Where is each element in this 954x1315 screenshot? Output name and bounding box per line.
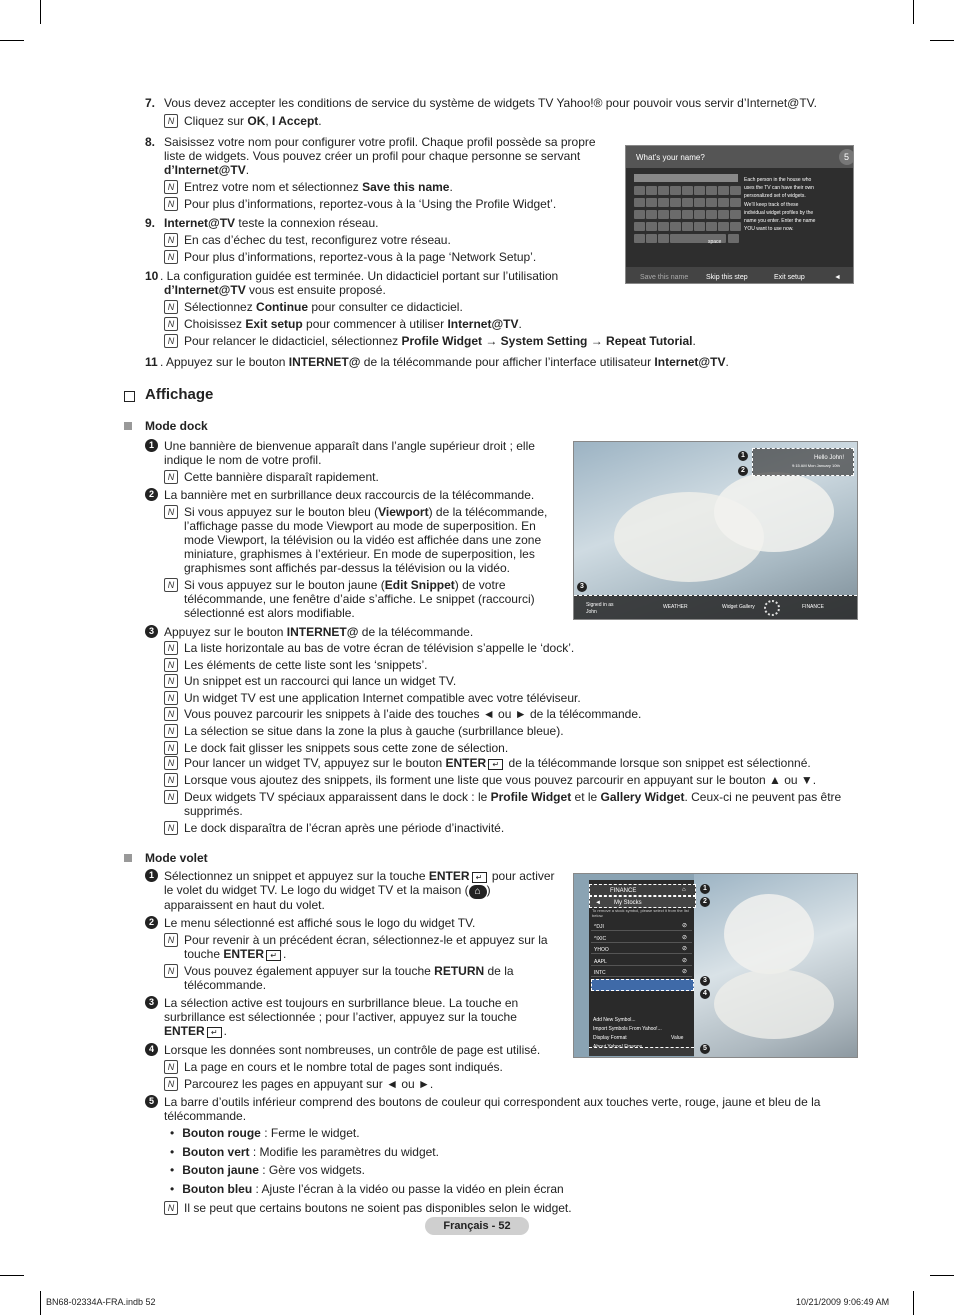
note-text: Parcourez les pages en appuyant sur ◄ ou ►.	[184, 1077, 434, 1091]
note-icon: N	[164, 707, 178, 721]
callout-number: 3	[145, 625, 158, 638]
finance-snippet[interactable]: FINANCE	[802, 604, 824, 610]
bullet-item	[170, 1126, 360, 1140]
file-name: BN68-02334A-FRA.indb 52	[46, 1297, 156, 1307]
remove-icon[interactable]: ⊘	[682, 957, 688, 964]
keyboard-key[interactable]	[646, 198, 657, 207]
note-text: Pour plus d’informations, reportez-vous à la page ‘Network Setup’.	[184, 250, 537, 264]
note-text: Pour lancer un widget TV, appuyez sur le bouton ENTER ↵ de la télécommande lorsque son snippet est sélectionné.	[184, 756, 811, 770]
note-text: Vous pouvez parcourir les snippets à l’aide des touches ◄ ou ► de la télécommande.	[184, 707, 642, 722]
note-icon: N	[164, 114, 178, 128]
item-text: Lorsque les données sont nombreuses, un contrôle de page est utilisé.	[164, 1043, 541, 1057]
keyboard-key[interactable]	[706, 222, 717, 231]
exit-setup-button[interactable]: Exit setup	[774, 274, 805, 281]
keyboard-key[interactable]	[658, 198, 669, 207]
help-line: uses the TV can have their own	[744, 185, 814, 192]
keyboard-key[interactable]	[682, 186, 693, 195]
screen-title: What’s your name?	[636, 153, 705, 162]
remove-icon[interactable]: ⊘	[682, 969, 688, 975]
keyboard-key[interactable]	[718, 198, 729, 207]
crop-mark	[913, 1291, 914, 1315]
bullet-dot: •	[170, 1163, 175, 1177]
crop-mark	[40, 1291, 41, 1315]
keyboard-key[interactable]	[718, 210, 729, 219]
callout-number: 5	[145, 1095, 158, 1108]
note-text: touche ENTER ↵ .	[184, 947, 287, 961]
home-icon[interactable]: ⌂	[682, 887, 686, 893]
finance-widget-screenshot	[573, 873, 858, 1058]
subsection-title: Mode volet	[145, 851, 208, 865]
signed-in-label: Signed in as	[586, 602, 614, 608]
keyboard-key[interactable]	[634, 210, 645, 219]
item-text: Une bannière de bienvenue apparaît dans l’angle supérieur droit ; elle	[164, 439, 535, 453]
keyboard-key[interactable]	[682, 222, 693, 231]
enter-icon: ↵	[266, 950, 281, 961]
note-text: Sélectionnez Continue pour consulter ce didacticiel.	[184, 300, 463, 314]
callout-number: 3	[145, 996, 158, 1009]
crop-mark	[40, 0, 41, 24]
note-icon: N	[164, 300, 178, 314]
note-icon: N	[164, 724, 178, 738]
keyboard-key[interactable]	[718, 222, 729, 231]
help-line: We’ll keep track of these	[744, 201, 799, 208]
bullet-item	[170, 1145, 439, 1159]
keyboard-key[interactable]	[670, 210, 681, 219]
page-number: Français - 52	[425, 1217, 529, 1235]
bullet-text: : Gère vos widgets.	[258, 1163, 365, 1177]
note-icon: N	[164, 964, 178, 978]
note-text: Les éléments de cette liste sont les ‘snippets’.	[184, 657, 428, 672]
keyboard-key[interactable]	[658, 222, 669, 231]
row-divider	[591, 953, 692, 954]
keyboard-key[interactable]	[730, 222, 741, 231]
menu-item[interactable]: Import Symbols From Yahoo!...	[593, 1026, 662, 1032]
stock-symbol[interactable]: AAPL	[594, 958, 607, 965]
item-text: Sélectionnez un snippet et appuyez sur la touche ENTER ↵ pour activer	[164, 869, 555, 883]
item-text: La sélection active est toujours en surbrillance bleue. La touche en	[164, 996, 519, 1010]
stock-symbol[interactable]: ^DJI	[594, 924, 604, 930]
note-icon: N	[164, 773, 178, 787]
crop-mark	[930, 1275, 954, 1276]
help-line: personalized set of widgets.	[744, 193, 806, 200]
print-date: 10/21/2009 9:06:49 AM	[796, 1297, 890, 1307]
help-line: individual widget profiles by the	[744, 209, 814, 216]
note-icon: N	[164, 233, 178, 247]
callout-number: 2	[145, 916, 158, 929]
bullet-dot: •	[170, 1145, 175, 1159]
note-icon: N	[164, 756, 178, 770]
note-icon: N	[164, 197, 178, 211]
callout-2: 2	[700, 897, 710, 907]
note-text: supprimés.	[184, 804, 243, 818]
note-icon: N	[164, 470, 178, 484]
item-text: indique le nom de votre profil.	[164, 453, 322, 467]
keyboard-key[interactable]	[646, 234, 657, 243]
callout-number: 2	[145, 488, 158, 501]
item-text: le volet du widget TV. Le logo du widget TV et la maison ( ⌂ )	[164, 883, 491, 897]
note-text: Cette bannière disparaît rapidement.	[184, 470, 379, 484]
keyboard-key[interactable]	[634, 198, 645, 207]
note-text: Pour plus d’informations, reportez-vous à la ‘Using the Profile Widget’.	[184, 197, 557, 211]
step-text: Internet@TV teste la connexion réseau.	[164, 216, 379, 230]
note-text: La liste horizontale au bas de votre écran de télévision s’appelle le ‘dock’.	[184, 641, 575, 655]
keyboard-key[interactable]	[670, 198, 681, 207]
keyboard-key[interactable]	[634, 222, 645, 231]
arrow-left-icon[interactable]: ◄	[595, 900, 601, 906]
menu-item[interactable]: Add New Symbol...	[593, 1017, 636, 1023]
note-icon: N	[164, 317, 178, 331]
item-text: Appuyez sur le bouton INTERNET@ de la télécommande.	[164, 625, 474, 639]
date-text: 9:15 AM Mon January 10th	[792, 463, 840, 468]
value-label: Value	[671, 1035, 684, 1041]
user-name: John	[586, 609, 597, 615]
keyboard-key[interactable]	[694, 222, 705, 231]
bear-shape	[714, 969, 834, 1039]
help-line: Each person in the house who	[744, 177, 812, 183]
callout-1: 1	[700, 884, 710, 894]
note-text: miniature, graphismes à l’extérieur. En mode de superposition, les	[184, 547, 535, 561]
stock-symbol[interactable]: INTC	[594, 970, 606, 976]
save-this-name-button[interactable]: Save this name	[640, 274, 689, 281]
finance-logo: FINANCE	[610, 888, 637, 894]
item-text: La bannière met en surbrillance deux raccourcis de la télécommande.	[164, 488, 535, 502]
crop-mark	[0, 40, 24, 41]
note-icon: N	[164, 1077, 178, 1091]
step-text: d’Internet@TV vous est ensuite proposé.	[164, 283, 386, 297]
item-text: apparaissent en haut du volet.	[164, 898, 325, 912]
bullet-label: Bouton jaune	[182, 1163, 259, 1177]
note-icon: N	[164, 790, 178, 804]
arrow-left-icon: ◄	[834, 274, 841, 281]
my-stocks-menu[interactable]: My Stocks	[614, 900, 642, 906]
keyboard-key[interactable]	[706, 198, 717, 207]
note-text: l’affichage passe du mode Viewport au mode de superposition. En	[184, 519, 536, 533]
note-icon: N	[164, 674, 178, 688]
keyboard-key[interactable]	[646, 222, 657, 231]
callout-2: 2	[738, 466, 748, 476]
keyboard-key[interactable]	[658, 234, 669, 243]
bear-shape	[714, 472, 834, 552]
note-icon: N	[164, 821, 178, 835]
widget-logo-bar	[589, 884, 696, 896]
callout-1: 1	[738, 451, 748, 461]
keyboard-key[interactable]	[694, 210, 705, 219]
note-icon: N	[164, 578, 178, 592]
note-icon: N	[164, 658, 178, 672]
bullet-text: : Modifie les paramètres du widget.	[249, 1145, 439, 1159]
callout-number: 4	[145, 1043, 158, 1056]
callout-5: 5	[700, 1044, 710, 1054]
keyboard-key[interactable]	[634, 234, 645, 243]
keyboard-key[interactable]	[634, 186, 645, 195]
keyboard-key[interactable]	[706, 186, 717, 195]
callout-number: 1	[145, 869, 158, 882]
note-text: Si vous appuyez sur le bouton jaune (Edit Snippet) de votre	[184, 578, 506, 592]
row-divider	[591, 965, 692, 966]
menu-item[interactable]: Display Format	[593, 1035, 627, 1041]
space-key[interactable]: space	[708, 239, 722, 245]
note-icon: N	[164, 334, 178, 348]
step-number: 8.	[145, 135, 156, 149]
note-text: graphismes sont affichés par-dessus la télévision ou la vidéo.	[184, 561, 510, 575]
bear-shape	[724, 894, 814, 974]
dock-screenshot	[573, 441, 858, 620]
subsection-title: Mode dock	[145, 419, 208, 433]
note-text: La sélection se situe dans la zone la plus à gauche (surbrillance bleue).	[184, 724, 564, 738]
checkbox-icon	[124, 391, 135, 402]
note-text: Un widget TV est une application Internet compatible avec votre téléviseur.	[184, 690, 581, 705]
keyboard-key[interactable]	[730, 186, 741, 195]
bullet-dot: •	[170, 1126, 175, 1140]
note-text: Vous pouvez également appuyer sur la touche RETURN de la	[184, 964, 514, 978]
keyboard-key[interactable]	[658, 186, 669, 195]
keyboard-key[interactable]	[658, 210, 669, 219]
bullet-label: Bouton vert	[182, 1145, 250, 1159]
note-text: La page en cours et le nombre total de pages sont indiqués.	[184, 1060, 503, 1074]
bottom-toolbar	[589, 1047, 694, 1056]
bullet-dot: •	[170, 1182, 175, 1196]
delete-key[interactable]	[728, 234, 739, 243]
stock-symbol[interactable]: YHOO	[594, 947, 609, 953]
note-text: Si vous appuyez sur le bouton bleu (Viewport) de la télécommande,	[184, 505, 548, 519]
crop-mark	[913, 0, 914, 24]
enter-icon: ↵	[207, 1027, 222, 1038]
section-title: Affichage	[145, 386, 214, 403]
skip-step-button[interactable]: Skip this step	[706, 274, 748, 281]
note-text: Pour relancer le didacticiel, sélectionnez Profile Widget → System Setting → Repeat Tutorial.	[184, 334, 696, 348]
note-text: Lorsque vous ajoutez des snippets, ils forment une liste que vous pouvez parcourir en appuyant sur le bouton ▲ ou ▼.	[184, 773, 817, 787]
keyboard-key[interactable]	[670, 186, 681, 195]
keyboard-key[interactable]	[730, 210, 741, 219]
enter-icon: ↵	[488, 759, 503, 770]
hint-text: To remove a stock symbol, please select it from the list below.	[592, 908, 689, 918]
note-text: télécommande, une fenêtre d’aide s’affiche. Le snippet (raccourci)	[184, 592, 535, 606]
step-number: 11	[145, 355, 158, 369]
bullet-item	[170, 1163, 365, 1177]
bullet-label: Bouton bleu	[182, 1182, 253, 1196]
note-text: mode Viewport, la télévision ou la vidéo est affichée dans une zone	[184, 533, 542, 547]
remove-icon[interactable]: ⊘	[682, 946, 688, 952]
bullet-item	[170, 1182, 564, 1196]
row-divider	[591, 930, 692, 931]
keyboard-key[interactable]	[646, 210, 657, 219]
note-text: Le dock fait glisser les snippets sous cette zone de sélection.	[184, 740, 509, 755]
step-number: 9.	[145, 216, 156, 230]
note-text: télécommande.	[184, 978, 267, 992]
note-icon: N	[164, 933, 178, 947]
menu-bar	[589, 896, 696, 908]
bullet-square-icon	[124, 422, 132, 430]
keyboard-key[interactable]	[682, 198, 693, 207]
keyboard-key[interactable]	[682, 210, 693, 219]
keyboard-key[interactable]	[730, 198, 741, 207]
note-text: Cliquez sur OK, I Accept.	[184, 114, 322, 128]
note-text: Il se peut que certains boutons ne soient pas disponibles selon le widget.	[184, 1201, 572, 1215]
item-text: télécommande.	[164, 1109, 247, 1123]
help-line: name you enter. Enter the name	[744, 218, 816, 224]
note-icon: N	[164, 641, 178, 655]
note-icon: N	[164, 691, 178, 705]
callout-4: 4	[700, 989, 710, 999]
remove-icon[interactable]: ⊘	[682, 923, 688, 929]
keyboard-key[interactable]	[646, 186, 657, 195]
step-number: 10	[145, 269, 159, 283]
stock-symbol[interactable]: ^IXIC	[594, 935, 607, 942]
enter-icon: ↵	[472, 872, 487, 883]
note-text: sélectionné est alors modifiable.	[184, 606, 355, 620]
note-text: En cas d’échec du test, reconfigurez votre réseau.	[184, 233, 451, 247]
note-text: Entrez votre nom et sélectionnez Save this name.	[184, 180, 453, 194]
callout-3: 3	[577, 582, 587, 592]
step-text: Saisissez votre nom pour configurer votre profil. Chaque profil possède sa propre	[164, 135, 596, 149]
step-number: 5	[844, 152, 850, 162]
keyboard-key[interactable]	[670, 222, 681, 231]
note-text: Un snippet est un raccourci qui lance un widget TV.	[184, 674, 457, 689]
row-divider	[591, 942, 692, 943]
keyboard-key[interactable]	[706, 210, 717, 219]
note-text: Le dock disparaîtra de l’écran après une période d’inactivité.	[184, 821, 505, 835]
note-icon: N	[164, 250, 178, 264]
crop-mark	[930, 40, 954, 41]
keyboard-key[interactable]	[694, 186, 705, 195]
step-text: d’Internet@TV.	[164, 163, 250, 177]
item-text: Le menu sélectionné est affiché sous le logo du widget TV.	[164, 916, 476, 930]
note-text: Deux widgets TV spéciaux apparaissent dans le dock : le Profile Widget et le Gallery Widget. Ceux-ci ne peuvent pas être	[184, 790, 842, 804]
step-text: Vous devez accepter les conditions de service du système de widgets TV Yahoo!® pour pouvoir vous servir d’Internet@TV.	[164, 96, 817, 110]
widget-gallery-snippet[interactable]: Widget Gallery	[722, 604, 755, 610]
item-text: La barre d’outils inférieur comprend des boutons de couleur qui correspondent aux touches verte, rouge, jaune et bleu de la	[164, 1095, 821, 1109]
step-text: . La configuration guidée est terminée. Un didacticiel portant sur l’utilisation	[160, 269, 559, 283]
note-icon: N	[164, 180, 178, 194]
help-line: YOU want to use now.	[744, 226, 794, 233]
home-icon: ⌂	[469, 885, 487, 899]
step-text: . Appuyez sur le bouton INTERNET@ de la télécommande pour afficher l’interface utilisateur Internet@TV.	[160, 355, 729, 369]
keyboard-key[interactable]	[718, 186, 729, 195]
name-input[interactable]	[634, 174, 738, 182]
name-entry-screenshot	[625, 145, 854, 284]
item-text: surbrillance est sélectionnée ; pour l’activer, appuyez sur la touche	[164, 1010, 517, 1024]
bullet-text: : Ajuste l’écran à la vidéo ou passe la vidéo en plein écran	[252, 1182, 564, 1196]
note-icon: N	[164, 741, 178, 755]
weather-snippet[interactable]: WEATHER	[663, 604, 688, 610]
note-icon: N	[164, 505, 178, 519]
step-text: liste de widgets. Vous pouvez créer un profil pour chaque personne se servant	[164, 149, 581, 163]
remove-icon[interactable]: ⊘	[682, 934, 688, 941]
bullet-square-icon	[124, 854, 132, 862]
keyboard-key[interactable]	[694, 198, 705, 207]
hello-text: Hello John!	[814, 455, 845, 461]
callout-number: 1	[145, 439, 158, 452]
callout-3: 3	[700, 976, 710, 986]
item-text: ENTER ↵ .	[164, 1024, 228, 1038]
note-icon: N	[164, 1201, 178, 1215]
note-text: Choisissez Exit setup pour commencer à utiliser Internet@TV.	[184, 317, 522, 331]
note-text: Pour revenir à un précédent écran, sélectionnez-le et appuyez sur la	[184, 933, 548, 947]
row-divider	[591, 976, 692, 977]
active-selection	[591, 979, 694, 991]
step-number: 7.	[145, 96, 156, 110]
bullet-label: Bouton rouge	[182, 1126, 261, 1140]
gear-icon	[764, 600, 780, 616]
bullet-text: : Ferme le widget.	[260, 1126, 360, 1140]
note-icon: N	[164, 1060, 178, 1074]
crop-mark	[0, 1275, 24, 1276]
